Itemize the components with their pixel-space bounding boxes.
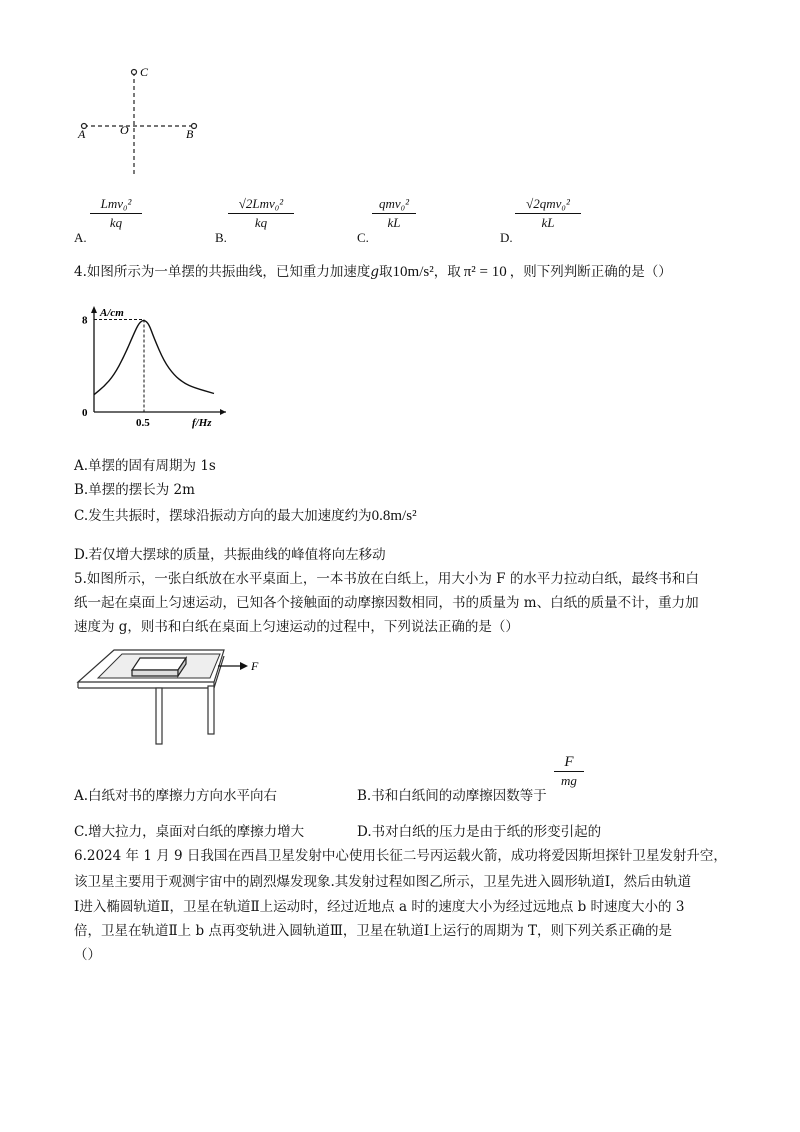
q5-option-b-text: B.书和白纸间的动摩擦因数等于 xyxy=(357,788,547,804)
q6-stem-line-3: Ⅰ进入椭圆轨道Ⅱ，卫星在轨道Ⅱ上运动时，经过近地点 a 时的速度大小为经过远地点 b 时速度大小的 3 xyxy=(74,899,685,915)
q3-option-a-letter[interactable]: A. xyxy=(74,230,87,245)
q4-stem-part: ，则下列判断正确的是（） xyxy=(509,264,672,280)
fraction-bar xyxy=(228,213,294,214)
q4-stem-g: g xyxy=(370,264,380,280)
resonance-curve-chart xyxy=(74,300,234,430)
label-c: C xyxy=(140,65,149,79)
q4-stem-part: ，取 xyxy=(433,264,461,280)
fraction-numerator: √2qmv₀² xyxy=(526,196,570,211)
force-label: F xyxy=(251,659,259,673)
label-b: B xyxy=(186,127,194,141)
x-axis-label: f/Hz xyxy=(192,417,212,429)
q5-option-d[interactable]: D.书对白纸的压力是由于纸的形变引起的 xyxy=(357,824,602,840)
q3-option-c-fraction[interactable] xyxy=(372,196,416,231)
label-o: O xyxy=(120,123,129,137)
origin-label: 0 xyxy=(82,407,88,419)
q4-option-c-value: 0.8m/s² xyxy=(371,508,417,524)
fraction-numerator: √2Lmv₀² xyxy=(238,196,284,211)
q4-option-c[interactable] xyxy=(74,506,417,526)
table-leg xyxy=(156,688,162,744)
x-tick-label: 0.5 xyxy=(136,417,150,429)
q4-g-value: 10m/s² xyxy=(392,264,434,280)
fraction-bar xyxy=(372,213,416,214)
fraction-bar xyxy=(554,771,584,772)
q5-option-b-fraction xyxy=(554,754,584,789)
fraction-bar xyxy=(90,213,142,214)
q5-stem-line-3: 速度为 g，则书和白纸在桌面上匀速运动的过程中，下列说法正确的是（） xyxy=(74,619,519,635)
q4-option-c-text: C.发生共振时，摆球沿振动方向的最大加速度约为 xyxy=(74,508,372,524)
q4-stem-part: 取 xyxy=(379,264,393,280)
q4-option-a[interactable]: A.单摆的固有周期为 1s xyxy=(74,458,216,474)
fraction-denominator: mg xyxy=(561,773,577,788)
y-axis-arrow xyxy=(91,306,97,313)
fraction-denominator: kq xyxy=(254,215,268,230)
q6-stem-line-1: 6.2024 年 1 月 9 日我国在西昌卫星发射中心使用长征二号丙运载火箭，成功将爱因斯坦探针卫星发射升空， xyxy=(74,848,727,864)
q3-figure xyxy=(70,58,220,178)
q5-option-b[interactable] xyxy=(357,786,547,806)
q3-option-a-fraction[interactable] xyxy=(90,196,142,231)
q6-stem-line-4: 倍，卫星在轨道Ⅱ上 b 点再变轨进入圆轨道Ⅲ，卫星在轨道Ⅰ上运行的周期为 T，则下列关系正确的是 xyxy=(74,923,673,939)
q4-option-d[interactable]: D.若仅增大摆球的质量，共振曲线的峰值将向左移动 xyxy=(74,547,386,563)
q6-stem-line-2: 该卫星主要用于观测宇宙中的剧烈爆发现象.其发射过程如图乙所示，卫星先进入圆形轨道Ⅰ，然后由轨道 xyxy=(74,874,692,890)
fraction-numerator: qmv₀² xyxy=(378,196,410,211)
q3-option-b-letter[interactable]: B. xyxy=(215,230,227,245)
fraction-denominator: kL xyxy=(387,215,401,230)
q6-stem-line-5: （） xyxy=(74,947,101,963)
fraction-denominator: kq xyxy=(109,215,123,230)
resonance-curve-line xyxy=(94,321,214,395)
y-tick-label: 8 xyxy=(82,314,88,327)
q5-stem-line-2: 纸一起在桌面上匀速运动，已知各个接触面的动摩擦因数相同，书的质量为 m、白纸的质量不计，重力加 xyxy=(74,595,699,611)
y-axis-label: A/cm xyxy=(100,307,124,319)
q5-stem-line-1: 5.如图所示，一张白纸放在水平桌面上，一本书放在白纸上，用大小为 F 的水平力拉动白纸，最终书和白 xyxy=(74,571,699,587)
fraction-bar xyxy=(515,213,581,214)
q3-option-b-fraction[interactable] xyxy=(228,196,294,231)
fraction-denominator: kL xyxy=(541,215,555,230)
q3-option-d-letter[interactable]: D. xyxy=(500,230,513,245)
q4-pi-expression: π² = 10 xyxy=(463,264,507,280)
fraction-numerator: Lmv₀² xyxy=(100,196,132,211)
q3-option-c-letter[interactable]: C. xyxy=(357,230,369,245)
force-arrow-head xyxy=(240,662,248,670)
label-a: A xyxy=(78,127,86,141)
fraction-numerator: F xyxy=(564,754,574,770)
q5-option-c[interactable]: C.增大拉力，桌面对白纸的摩擦力增大 xyxy=(74,824,305,840)
q5-option-a[interactable]: A.白纸对书的摩擦力方向水平向右 xyxy=(74,788,278,804)
q3-option-d-fraction[interactable] xyxy=(515,196,581,231)
q4-stem-part: 4.如图所示为一单摆的共振曲线，已知重力加速度 xyxy=(74,264,371,280)
point-c xyxy=(132,70,137,75)
x-axis-arrow xyxy=(220,409,226,415)
book-top xyxy=(132,658,186,670)
book-side xyxy=(132,670,178,676)
q4-option-b[interactable]: B.单摆的摆长为 2m xyxy=(74,482,195,498)
table-leg xyxy=(208,686,214,734)
q4-stem xyxy=(74,262,672,282)
q5-figure xyxy=(74,640,264,750)
